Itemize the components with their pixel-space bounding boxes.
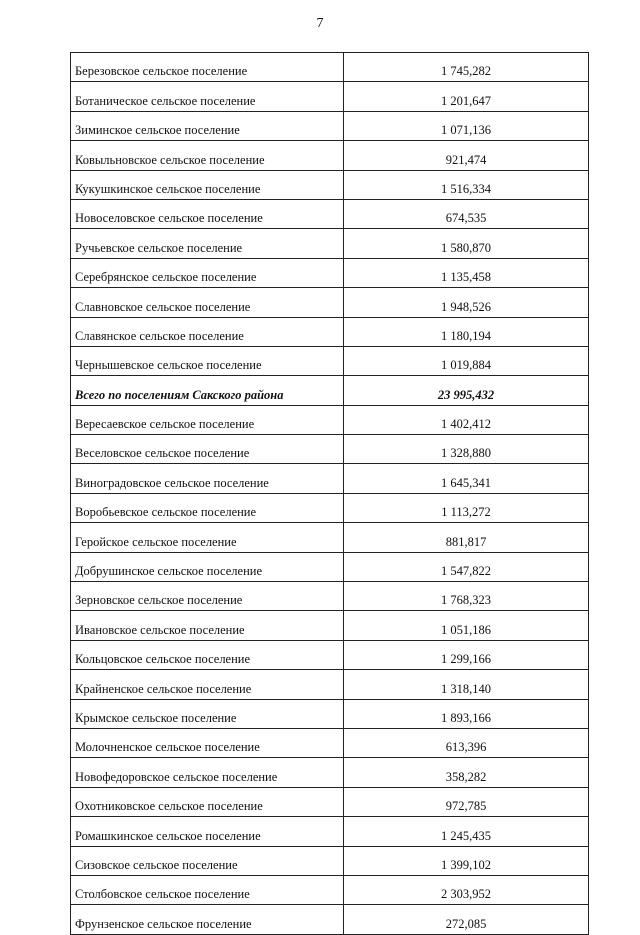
table-row <box>71 758 589 787</box>
settlement-name: Славновское сельское поселение <box>71 288 344 317</box>
settlement-name: Фрунзенское сельское поселение <box>71 905 344 934</box>
table-row <box>71 317 589 346</box>
table-row <box>71 552 589 581</box>
page-number: 7 <box>316 16 324 31</box>
table-row <box>71 405 589 434</box>
settlement-name: Охотниковское сельское поселение <box>71 787 344 816</box>
table-row <box>71 817 589 846</box>
settlement-value: 1 516,334 <box>344 170 589 199</box>
table-row <box>71 611 589 640</box>
table-row <box>71 258 589 287</box>
settlement-value: 1 019,884 <box>344 346 589 375</box>
table-row <box>71 346 589 375</box>
table-row <box>71 464 589 493</box>
settlement-value: 881,817 <box>344 523 589 552</box>
settlement-name: Ромашкинское сельское поселение <box>71 817 344 846</box>
settlement-name: Веселовское сельское поселение <box>71 435 344 464</box>
settlement-value: 1 113,272 <box>344 493 589 522</box>
table-row <box>71 141 589 170</box>
table-row <box>71 523 589 552</box>
table-row <box>71 640 589 669</box>
table-row <box>71 670 589 699</box>
table-row <box>71 111 589 140</box>
table-row <box>71 288 589 317</box>
settlement-name: Всего по поселениям Сакского района <box>71 376 344 405</box>
settlement-name: Добрушинское сельское поселение <box>71 552 344 581</box>
settlement-value: 613,396 <box>344 728 589 757</box>
settlement-name: Геройское сельское поселение <box>71 523 344 552</box>
table-row <box>71 728 589 757</box>
settlement-name: Ковыльновское сельское поселение <box>71 141 344 170</box>
settlement-value: 1 768,323 <box>344 582 589 611</box>
table-row <box>71 53 589 82</box>
settlement-value: 1 180,194 <box>344 317 589 346</box>
settlement-value: 1 201,647 <box>344 82 589 111</box>
settlement-name: Березовское сельское поселение <box>71 53 344 82</box>
table-row <box>71 875 589 904</box>
settlement-name: Серебрянское сельское поселение <box>71 258 344 287</box>
settlement-value: 1 580,870 <box>344 229 589 258</box>
settlement-value: 1 399,102 <box>344 846 589 875</box>
settlement-name: Новофедоровское сельское поселение <box>71 758 344 787</box>
settlement-value: 272,085 <box>344 905 589 934</box>
table-row <box>71 229 589 258</box>
settlement-name: Ботаническое сельское поселение <box>71 82 344 111</box>
table-row <box>71 787 589 816</box>
table-row <box>71 435 589 464</box>
settlement-value: 1 071,136 <box>344 111 589 140</box>
settlement-value: 2 303,952 <box>344 875 589 904</box>
settlement-name: Кукушкинское сельское поселение <box>71 170 344 199</box>
settlement-value: 1 893,166 <box>344 699 589 728</box>
settlement-name: Ивановское сельское поселение <box>71 611 344 640</box>
settlement-value: 1 245,435 <box>344 817 589 846</box>
settlement-name: Зиминское сельское поселение <box>71 111 344 140</box>
settlement-value: 358,282 <box>344 758 589 787</box>
settlement-value: 1 051,186 <box>344 611 589 640</box>
settlement-name: Сизовское сельское поселение <box>71 846 344 875</box>
settlement-value: 1 328,880 <box>344 435 589 464</box>
settlement-allocation-table <box>70 52 589 935</box>
table-row <box>71 905 589 934</box>
settlement-value: 972,785 <box>344 787 589 816</box>
settlement-value: 1 645,341 <box>344 464 589 493</box>
settlement-name: Молочненское сельское поселение <box>71 728 344 757</box>
table-row <box>71 582 589 611</box>
settlement-name: Кольцовское сельское поселение <box>71 640 344 669</box>
settlement-value: 1 948,526 <box>344 288 589 317</box>
settlement-value: 23 995,432 <box>344 376 589 405</box>
settlement-value: 921,474 <box>344 141 589 170</box>
settlement-value: 1 402,412 <box>344 405 589 434</box>
settlement-value: 1 135,458 <box>344 258 589 287</box>
settlement-name: Столбовское сельское поселение <box>71 875 344 904</box>
settlement-name: Новоселовское сельское поселение <box>71 199 344 228</box>
settlement-value: 674,535 <box>344 199 589 228</box>
table-body <box>71 53 589 935</box>
settlement-value: 1 299,166 <box>344 640 589 669</box>
settlement-name: Ручьевское сельское поселение <box>71 229 344 258</box>
settlement-value: 1 547,822 <box>344 552 589 581</box>
settlement-name: Вересаевское сельское поселение <box>71 405 344 434</box>
table-row <box>71 846 589 875</box>
table-row <box>71 170 589 199</box>
table-total-row <box>71 376 589 405</box>
settlement-value: 1 745,282 <box>344 53 589 82</box>
settlement-name: Чернышевское сельское поселение <box>71 346 344 375</box>
table-row <box>71 199 589 228</box>
settlement-name: Крайненское сельское поселение <box>71 670 344 699</box>
table-row <box>71 699 589 728</box>
settlement-name: Славянское сельское поселение <box>71 317 344 346</box>
settlement-name: Зерновское сельское поселение <box>71 582 344 611</box>
settlement-name: Воробьевское сельское поселение <box>71 493 344 522</box>
settlement-value: 1 318,140 <box>344 670 589 699</box>
table-row <box>71 493 589 522</box>
settlement-name: Виноградовское сельское поселение <box>71 464 344 493</box>
table-row <box>71 82 589 111</box>
settlement-name: Крымское сельское поселение <box>71 699 344 728</box>
